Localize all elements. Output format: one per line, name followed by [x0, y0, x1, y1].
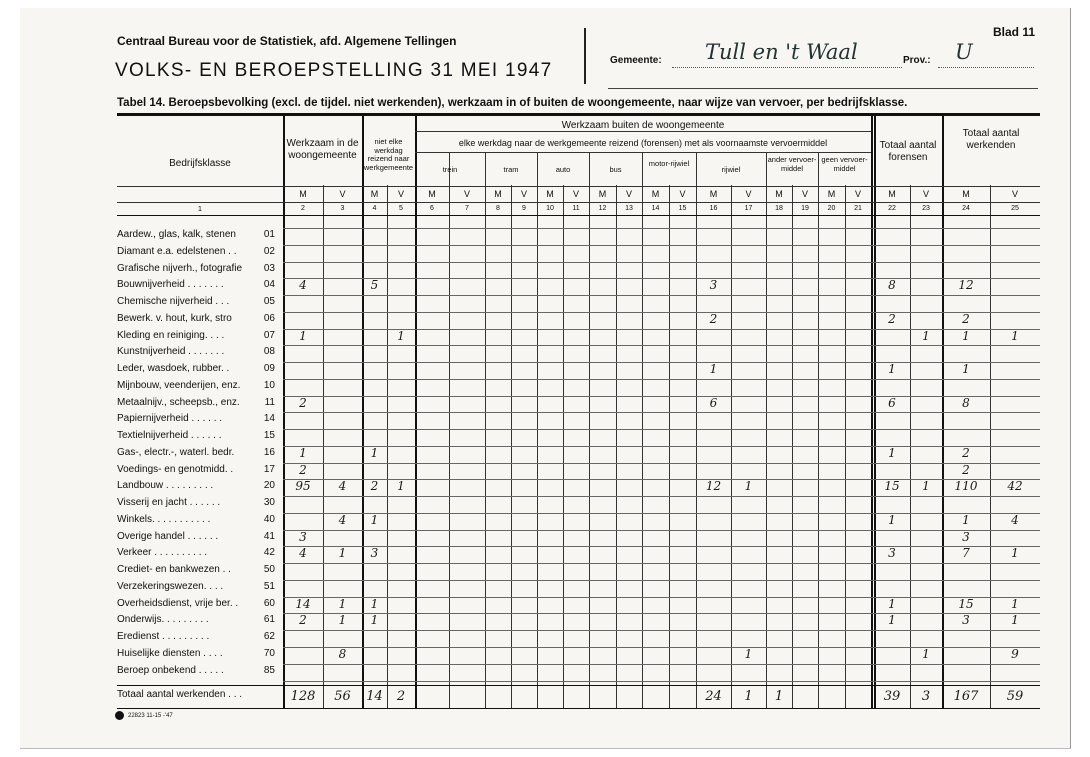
total-value: 14 — [366, 689, 383, 704]
sex-label: V — [339, 189, 346, 199]
header-line — [117, 202, 1040, 203]
row-label-text: Landbouw . . . . . . . . . — [117, 480, 214, 491]
bureau-heading: Centraal Bureau voor de Statistiek, afd. Algemene Tellingen — [117, 34, 457, 48]
total-value: 59 — [1006, 689, 1024, 704]
row-code: 14 — [263, 413, 275, 424]
row-code: 61 — [263, 614, 275, 625]
col-bedrijfsklasse: Bedrijfsklasse — [169, 158, 231, 169]
row-label — [117, 296, 277, 310]
row-line — [283, 546, 1040, 547]
col-number: 21 — [854, 205, 862, 212]
gemeente-label: Gemeente: — [610, 55, 662, 66]
cell-value: 2 — [962, 446, 970, 460]
row-label — [117, 447, 277, 461]
total-value: 128 — [290, 689, 316, 704]
row-label-text: Aardew., glas, kalk, stenen — [117, 229, 236, 240]
row-label-text: Verzekeringswezen. . . . — [117, 581, 224, 592]
row-label-text: Grafische nijverh., fotografie — [117, 263, 243, 274]
cell-value: 2 — [962, 463, 970, 477]
cell-value: 9 — [1011, 647, 1019, 661]
sex-label: M — [428, 189, 436, 199]
table-caption: Tabel 14. Beroepsbevolking (excl. de tijdel. niet werkenden), werkzaam in of buiten de woongemeente, naar wijze van vervoer, per bedrijfsklasse. — [117, 97, 908, 109]
row-label-text: Eredienst . . . . . . . . . — [117, 631, 210, 642]
row-line — [283, 245, 1040, 246]
sex-label: M — [827, 189, 836, 199]
cell-value: 1 — [397, 329, 405, 343]
row-label-text: Papiernijverheid . . . . . . — [117, 413, 223, 424]
col-number: 15 — [678, 205, 687, 212]
col-motorrijwiel: motor-rijwiel — [648, 159, 690, 168]
sex-label: M — [775, 189, 783, 199]
row-line — [283, 396, 1040, 397]
cell-value: 1 — [922, 647, 930, 661]
blad-number: Blad 11 — [993, 25, 1036, 39]
sex-label: V — [625, 189, 632, 199]
col-number: 12 — [598, 205, 607, 212]
row-label — [117, 497, 277, 511]
cell-value: 42 — [1007, 479, 1023, 493]
cell-value: 1 — [962, 362, 970, 376]
col-number: 1 — [197, 204, 203, 213]
prov-label: Prov.: — [903, 55, 931, 66]
cell-value: 2 — [370, 479, 379, 493]
cell-value: 1 — [397, 479, 405, 493]
cell-value: 3 — [888, 546, 896, 560]
col-number: 20 — [827, 205, 836, 212]
gemeente-line — [672, 67, 902, 68]
cell-value: 3 — [962, 613, 970, 627]
cell-value: 2 — [888, 312, 896, 326]
total-value: 2 — [396, 689, 406, 704]
cell-value: 1 — [744, 647, 753, 661]
total-value: 24 — [705, 689, 722, 704]
col-totaal-forensen: Totaal aantal forensen — [879, 140, 937, 163]
col-number: 4 — [372, 205, 377, 212]
row-line — [283, 412, 1040, 413]
row-label — [117, 631, 277, 645]
row-code: 42 — [263, 547, 275, 558]
row-line — [283, 345, 1040, 346]
sex-label: M — [709, 189, 718, 199]
row-line — [283, 513, 1040, 514]
cell-value: 1 — [888, 513, 896, 527]
row-code: 08 — [263, 346, 275, 357]
cell-value: 4 — [299, 278, 307, 292]
row-line — [283, 362, 1040, 363]
cell-value: 1 — [370, 613, 379, 627]
row-line — [283, 496, 1040, 497]
row-code: 62 — [263, 631, 275, 642]
row-code: 20 — [263, 480, 275, 491]
row-line — [283, 563, 1040, 564]
total-value: 39 — [883, 689, 901, 704]
sex-label: V — [520, 189, 527, 199]
cell-value: 1 — [962, 329, 970, 343]
header-line — [415, 152, 871, 153]
header-line — [415, 131, 871, 132]
row-label — [117, 514, 277, 528]
row-line — [283, 530, 1040, 531]
row-label — [117, 648, 277, 662]
cell-value: 110 — [954, 479, 978, 493]
row-code: 05 — [263, 296, 275, 307]
cell-value: 4 — [1011, 513, 1019, 527]
totals-rule — [117, 685, 1040, 686]
col-number: 19 — [801, 205, 809, 212]
cell-value: 1 — [922, 329, 930, 343]
col-bus: bus — [609, 165, 622, 174]
row-line — [283, 429, 1040, 430]
cell-value: 1 — [962, 513, 970, 527]
sex-label: M — [370, 189, 379, 199]
sex-label: V — [679, 189, 686, 199]
col-number: 10 — [546, 205, 554, 212]
row-label-text: Bouwnijverheid . . . . . . . — [117, 279, 224, 290]
row-code: 02 — [263, 246, 275, 257]
row-label — [117, 413, 277, 427]
row-code: 01 — [263, 229, 275, 240]
row-label — [117, 464, 277, 478]
row-code: 50 — [263, 564, 275, 575]
sex-label: M — [888, 189, 896, 199]
col-werkzaam-buiten: Werkzaam buiten de woongemeente — [561, 120, 725, 131]
total-value: 167 — [953, 689, 979, 704]
row-label-text: Leder, wasdoek, rubber. . — [117, 363, 230, 374]
row-label-text: Huiselijke diensten . . . . — [117, 648, 223, 659]
row-code: 16 — [263, 447, 275, 458]
cell-value: 4 — [299, 546, 307, 560]
col-number: 13 — [625, 205, 633, 212]
cell-value: 1 — [370, 513, 379, 527]
sex-label: V — [397, 189, 404, 199]
row-code: 40 — [263, 514, 275, 525]
cell-value: 3 — [370, 546, 379, 560]
row-label — [117, 263, 277, 277]
sex-label: M — [598, 189, 607, 199]
col-number: 5 — [399, 205, 403, 212]
cell-value: 1 — [1011, 329, 1019, 343]
cell-value: 8 — [888, 278, 896, 292]
col-number: 23 — [922, 205, 930, 212]
cell-value: 1 — [744, 479, 753, 493]
row-code: 60 — [263, 598, 275, 609]
sex-label: V — [922, 189, 929, 199]
row-label-text: Bewerk. v. hout, kurk, stro — [117, 313, 232, 324]
row-label — [117, 313, 277, 327]
cell-value: 1 — [299, 446, 307, 460]
cell-value: 15 — [958, 597, 974, 611]
cell-value: 2 — [299, 613, 307, 627]
sex-label: V — [1011, 189, 1018, 199]
header-bottom-rule — [117, 215, 1040, 216]
row-code: 17 — [263, 464, 275, 475]
row-code: 85 — [263, 665, 275, 676]
cbs-logo-icon — [115, 711, 124, 720]
form-title: VOLKS- EN BEROEPSTELLING 31 MEI 1947 — [115, 60, 553, 81]
cell-value: 2 — [299, 396, 307, 410]
row-label-text: Onderwijs. . . . . . . . . — [117, 614, 209, 625]
cell-value: 12 — [958, 278, 974, 292]
row-label — [117, 363, 277, 377]
row-label-text: Overheidsdienst, vrije ber. . — [117, 598, 239, 609]
cell-value: 6 — [709, 396, 718, 410]
cell-value: 1 — [888, 597, 896, 611]
sex-label: M — [546, 189, 554, 199]
total-value: 56 — [334, 689, 351, 704]
cell-value: 14 — [295, 597, 311, 611]
col-number: 6 — [430, 205, 434, 212]
cell-value: 5 — [370, 278, 379, 292]
cell-value: 4 — [338, 479, 347, 493]
cell-value: 12 — [705, 479, 722, 493]
cell-value: 1 — [338, 597, 347, 611]
col-number: 9 — [522, 205, 526, 212]
col-number: 2 — [301, 205, 305, 212]
col-totaal-werkenden: Totaal aantal werkenden — [962, 128, 1020, 151]
cell-value: 15 — [884, 479, 900, 493]
cell-value: 2 — [299, 463, 307, 477]
table-top-rule-2 — [117, 115, 1040, 116]
total-value: 3 — [921, 689, 931, 704]
row-code: 15 — [263, 430, 275, 441]
row-code: 30 — [263, 497, 275, 508]
row-code: 10 — [263, 380, 275, 391]
row-code: 70 — [263, 648, 275, 659]
row-label-text: Overige handel . . . . . . — [117, 531, 219, 542]
col-number: 8 — [496, 205, 500, 212]
cell-value: 4 — [338, 513, 347, 527]
row-code: 41 — [263, 531, 275, 542]
row-code: 11 — [264, 397, 275, 408]
row-label-text: Chemische nijverheid . . . — [117, 296, 230, 307]
row-line — [283, 580, 1040, 581]
sex-label: V — [854, 189, 861, 199]
row-label-text: Crediet- en bankwezen . . — [117, 564, 231, 575]
col-number: 7 — [465, 205, 469, 212]
col-elke-werkdag: elke werkdag naar de werkgemeente reizend (forensen) met als voornaamste vervoermiddel — [458, 138, 828, 148]
row-label — [117, 665, 277, 679]
col-rijwiel: rijwiel — [721, 165, 741, 174]
row-label-text: Visserij en jacht . . . . . . — [117, 497, 221, 508]
gemeente-handwritten: Tull en 't Waal — [705, 40, 858, 64]
col-ander-vervoermiddel: ander vervoer-middel — [767, 155, 817, 173]
cell-value: 1 — [370, 446, 379, 460]
row-line — [283, 262, 1040, 263]
row-code: 09 — [263, 363, 275, 374]
col-auto: auto — [555, 165, 571, 174]
col-number: 11 — [572, 205, 580, 212]
sex-label: M — [962, 189, 970, 199]
row-label — [117, 564, 277, 578]
header-rule — [608, 88, 1038, 89]
row-label-text: Mijnbouw, veenderijen, enz. — [117, 380, 241, 391]
col-number: 3 — [340, 205, 345, 212]
sex-label: M — [299, 189, 307, 199]
cell-value: 1 — [888, 613, 896, 627]
sex-label: V — [572, 189, 579, 199]
cell-value: 1 — [922, 479, 930, 493]
cell-value: 1 — [1011, 597, 1019, 611]
col-number: 25 — [1011, 205, 1019, 212]
row-line — [283, 613, 1040, 614]
row-label — [117, 614, 277, 628]
sex-label: M — [651, 189, 660, 199]
cell-value: 8 — [962, 396, 970, 410]
header-divider — [584, 28, 586, 84]
row-label-text: Beroep onbekend . . . . . — [117, 665, 224, 676]
row-label — [117, 480, 277, 494]
row-line — [283, 681, 1040, 682]
col-number: 17 — [744, 205, 753, 212]
cell-value: 1 — [1011, 613, 1019, 627]
row-code: 51 — [263, 581, 275, 592]
total-value: 1 — [744, 689, 753, 704]
row-label — [117, 346, 277, 360]
totals-label: Totaal aantal werkenden . . . — [117, 689, 243, 700]
prov-line — [938, 67, 1034, 68]
cell-value: 7 — [962, 546, 970, 560]
row-line — [283, 312, 1040, 313]
cell-value: 2 — [709, 312, 718, 326]
row-label-text: Textielnijverheid . . . . . . — [117, 430, 222, 441]
cell-value: 1 — [709, 362, 718, 376]
cell-value: 2 — [962, 312, 970, 326]
row-label-text: Kunstnijverheid . . . . . . . — [117, 346, 225, 357]
cell-value: 1 — [299, 329, 307, 343]
row-code: 03 — [263, 263, 275, 274]
sex-label: V — [745, 189, 752, 199]
col-geen-vervoermiddel: geen vervoer-middel — [821, 155, 868, 173]
row-code: 07 — [263, 330, 275, 341]
total-value: 1 — [774, 689, 784, 704]
row-label — [117, 279, 277, 293]
row-label-text: Gas-, electr.-, waterl. bedr. — [117, 447, 235, 458]
row-label — [117, 229, 277, 243]
col-number: 22 — [888, 205, 896, 212]
row-line — [283, 379, 1040, 380]
cell-value: 1 — [888, 362, 896, 376]
sex-label: V — [463, 189, 470, 199]
row-label — [117, 581, 277, 595]
col-werkzaam-in: Werkzaam in de woongemeente — [286, 138, 359, 161]
header-line — [117, 186, 1040, 187]
row-line — [283, 446, 1040, 447]
sex-label: M — [494, 189, 502, 199]
row-code: 04 — [263, 279, 275, 290]
col-number: 24 — [962, 205, 970, 212]
cell-value: 95 — [295, 479, 311, 493]
row-label — [117, 397, 277, 411]
row-line — [283, 664, 1040, 665]
row-label-text: Voedings- en genotmidd. . — [117, 464, 234, 475]
row-line — [283, 228, 1040, 229]
sex-label: V — [801, 189, 808, 199]
cell-value: 1 — [888, 446, 896, 460]
row-line — [283, 597, 1040, 598]
row-label — [117, 430, 277, 444]
row-label-text: Kleding en reiniging. . . . — [117, 330, 225, 341]
cell-value: 6 — [888, 396, 896, 410]
row-label-text: Metaalnijv., scheepsb., enz. — [117, 397, 240, 408]
row-label-text: Winkels. . . . . . . . . . . — [117, 514, 211, 525]
cell-value: 1 — [1011, 546, 1019, 560]
col-number: 16 — [709, 205, 718, 212]
cell-value: 1 — [370, 597, 379, 611]
row-line — [283, 630, 1040, 631]
row-code: 06 — [263, 313, 275, 324]
col-number: 14 — [651, 205, 660, 212]
row-line — [283, 295, 1040, 296]
prov-handwritten: U — [955, 40, 973, 64]
cell-value: 3 — [709, 278, 718, 292]
row-line — [283, 463, 1040, 464]
cell-value: 1 — [338, 546, 347, 560]
row-label — [117, 380, 277, 394]
col-trein: trein — [442, 165, 458, 174]
row-label-text: Verkeer . . . . . . . . . . — [117, 547, 208, 558]
row-label — [117, 547, 277, 561]
bottom-rule — [117, 708, 1040, 709]
cell-value: 3 — [962, 530, 970, 544]
row-line — [283, 278, 1040, 279]
row-label — [117, 330, 277, 344]
row-label-text: Diamant e.a. edelstenen . . — [117, 246, 237, 257]
row-label — [117, 598, 277, 612]
row-label — [117, 531, 277, 545]
print-code: 22823 11-15 -'47 — [128, 713, 173, 719]
row-label — [117, 246, 277, 260]
cell-value: 8 — [338, 647, 347, 661]
cell-value: 3 — [299, 530, 307, 544]
cell-value: 1 — [338, 613, 347, 627]
col-number: 18 — [775, 205, 783, 212]
col-tram: tram — [503, 165, 519, 174]
col-niet-elke-werkdag: niet elke werkdag reizend naar werkgemeente — [363, 137, 414, 172]
